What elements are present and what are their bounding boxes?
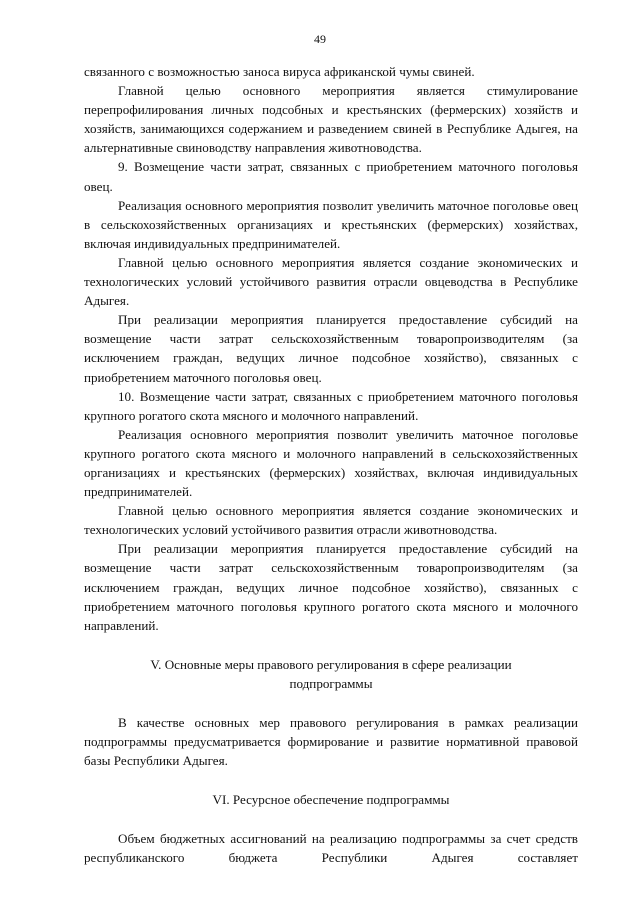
paragraph-8: При реализации мероприятия планируется предоставление субсидий на возмещение части затрат сельскохозяйственным товаропроизводителям (за исключением граждан, ведущих личное подсобное хозяйство), связанных с приобретением маточного поголовья крупного рогатого скота мясного и молочного направлений.	[84, 541, 578, 633]
paragraph-3: Реализация основного мероприятия позволит увеличить маточное поголовье овец в сельскохозяйственных организациях и крестьянских (фермерских) хозяйствах, включая индивидуальных предпринимателей.	[84, 197, 578, 251]
paragraph-7: Главной целью основного мероприятия является создание экономических и технологических условий устойчивого развития отрасли животноводства.	[84, 503, 578, 538]
item-9-title: 9. Возмещение части затрат, связанных с приобретением маточного поголовья овец.	[84, 159, 578, 194]
item-10-title: 10. Возмещение части затрат, связанных с приобретением маточного поголовья крупного рогатого скота мясного и молочного направлений.	[84, 388, 578, 423]
paragraph-1: связанного с возможностью заноса вируса африканской чумы свиней.	[84, 64, 475, 79]
paragraph-6: Реализация основного мероприятия позволит увеличить маточное поголовье крупного рогатого скота мясного и молочного направлений в сельскохозяйственных организациях и крестьянских (фермерских) хозяйствах, включая индивидуальных предпринимателей.	[84, 426, 578, 500]
section-5-heading-line-1: V. Основные меры правового регулирования в сфере реализации	[150, 656, 512, 672]
section-6-paragraph: Объем бюджетных ассигнований на реализацию подпрограммы за счет средств республиканского бюджета Республики Адыгея составляет	[84, 831, 578, 866]
section-5-heading	[84, 655, 578, 693]
document-body	[84, 62, 578, 868]
paragraph-5: При реализации мероприятия планируется предоставление субсидий на возмещение части затрат сельскохозяйственным товаропроизводителям (за исключением граждан, ведущих личное подсобное хозяйство), связанных с приобретением маточного поголовья овец.	[84, 312, 578, 385]
section-6-heading: VI. Ресурсное обеспечение подпрограммы	[212, 792, 450, 808]
paragraph-2: Главной целью основного мероприятия является стимулирование перепрофилирования личных подсобных и крестьянских (фермерских) хозяйств и хозяйств, занимающихся содержанием и разведением свиней в Республике Адыгея, на альтернативные свиноводству направления животноводства.	[84, 83, 578, 156]
section-5-heading-line-2: подпрограммы	[289, 675, 373, 691]
section-5-paragraph: В качестве основных мер правового регулирования в рамках реализации подпрограммы предусматривается формирование и развитие нормативной правовой базы Республики Адыгея.	[84, 715, 578, 769]
page-number: 49	[314, 32, 326, 46]
paragraph-4: Главной целью основного мероприятия является создание экономических и технологических условий устойчивого развития отрасли овцеводства в Республике Адыгея.	[84, 254, 578, 309]
